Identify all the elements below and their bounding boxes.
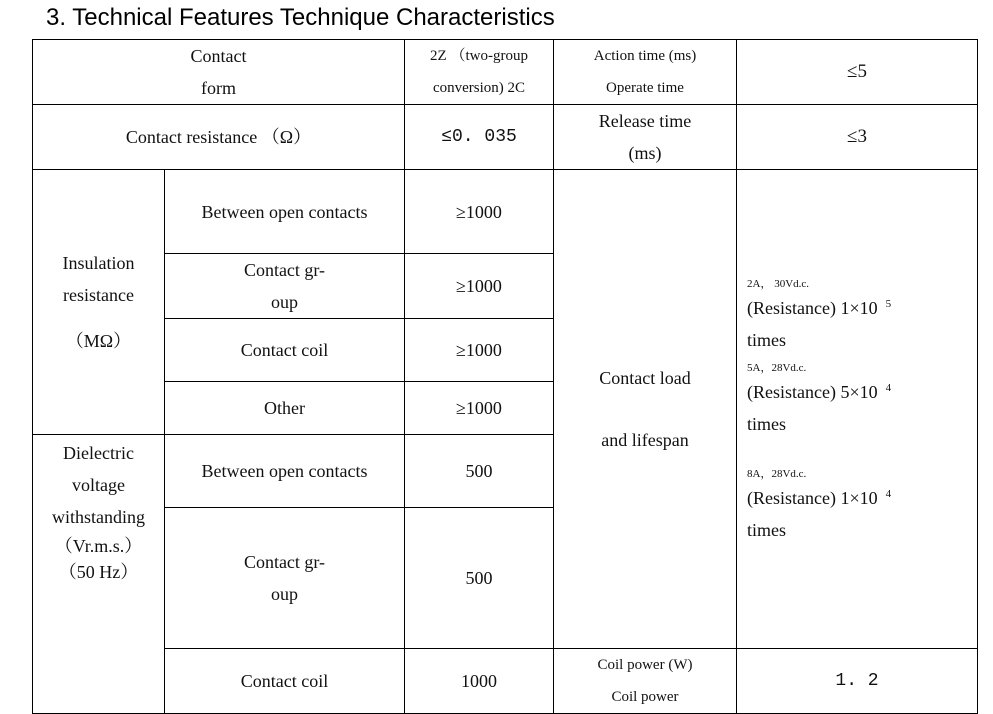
cell-text: 2Z （two-group: [430, 48, 528, 64]
insulation-open-label: Between open contacts: [165, 170, 405, 254]
lifespan-exponent: 5: [885, 298, 892, 310]
insulation-label: [33, 170, 165, 435]
contact-form-value: [405, 40, 554, 105]
release-time-value: ≤3: [737, 105, 978, 170]
table-row: [33, 170, 978, 254]
load-condition: 8A，28Vd.c.: [747, 468, 807, 480]
cell-text: Contact gr-: [243, 260, 326, 280]
lifespan-value: [747, 292, 973, 324]
cell-text: Dielectric: [63, 443, 134, 463]
cell-text: and lifespan: [601, 430, 689, 450]
table-row: [33, 40, 978, 105]
lifespan-unit: times: [747, 330, 786, 350]
cell-text: Operate time: [606, 80, 684, 96]
cell-text: conversion) 2C: [432, 80, 526, 96]
cell-text: Contact: [190, 46, 247, 66]
table-row: [33, 649, 978, 714]
cell-text: （Vr.m.s.）: [54, 536, 143, 556]
dielectric-coil-label: Contact coil: [165, 649, 405, 714]
lifespan-exponent: 4: [885, 382, 892, 394]
dielectric-group-value: 500: [405, 508, 554, 649]
contact-lifespan-values: [737, 170, 978, 649]
insulation-open-value: ≥1000: [405, 170, 554, 254]
lifespan-value: [747, 376, 973, 408]
insulation-other-value: ≥1000: [405, 382, 554, 435]
cell-text: oup: [271, 292, 298, 312]
load-condition: 5A，28Vd.c.: [747, 362, 807, 374]
cell-text: (ms): [628, 143, 662, 163]
action-time-label: [554, 40, 737, 105]
cell-text: Coil power: [611, 689, 679, 705]
lifespan-unit: times: [747, 414, 786, 434]
insulation-group-label: [165, 254, 405, 319]
dielectric-open-label: Between open contacts: [165, 435, 405, 508]
action-time-value: ≤5: [737, 40, 978, 105]
lifespan-unit: times: [747, 520, 786, 540]
dielectric-open-value: 500: [405, 435, 554, 508]
insulation-group-value: ≥1000: [405, 254, 554, 319]
cell-text: （MΩ）: [65, 331, 132, 351]
cell-text: withstanding: [52, 507, 145, 527]
insulation-coil-value: ≥1000: [405, 319, 554, 382]
coil-power-label: [554, 649, 737, 714]
cell-text: Contact load: [599, 368, 691, 388]
cell-text: voltage: [72, 475, 125, 495]
dielectric-label: [33, 435, 165, 714]
lifespan-number: (Resistance) 1×10: [747, 488, 878, 508]
contact-load-label: [554, 170, 737, 649]
cell-text: oup: [271, 584, 298, 604]
dielectric-coil-value: 1000: [405, 649, 554, 714]
lifespan-value: [747, 482, 973, 514]
cell-text: Contact gr-: [243, 552, 326, 572]
release-time-label: [554, 105, 737, 170]
coil-power-value: 1. 2: [737, 649, 978, 714]
contact-resistance-label: Contact resistance （Ω）: [33, 105, 405, 170]
cell-text: Action time (ms): [593, 48, 697, 64]
spec-table: [32, 39, 978, 714]
cell-text: form: [201, 78, 236, 98]
lifespan-number: (Resistance) 5×10: [747, 382, 878, 402]
insulation-other-label: Other: [165, 382, 405, 435]
insulation-coil-label: Contact coil: [165, 319, 405, 382]
cell-text: （50 Hz）: [58, 562, 139, 582]
page-title: 3. Technical Features Technique Characteristics: [46, 4, 555, 31]
cell-text: Coil power (W): [597, 657, 693, 673]
load-condition: 2A， 30Vd.c.: [747, 278, 810, 290]
lifespan-number: (Resistance) 1×10: [747, 298, 878, 318]
cell-text: Release time: [598, 111, 692, 131]
cell-text: Insulation: [62, 253, 135, 273]
cell-text: resistance: [63, 285, 134, 305]
contact-form-label: [33, 40, 405, 105]
lifespan-exponent: 4: [885, 488, 892, 500]
contact-resistance-value: ≤0. 035: [405, 105, 554, 170]
dielectric-group-label: [165, 508, 405, 649]
table-row: [33, 105, 978, 170]
